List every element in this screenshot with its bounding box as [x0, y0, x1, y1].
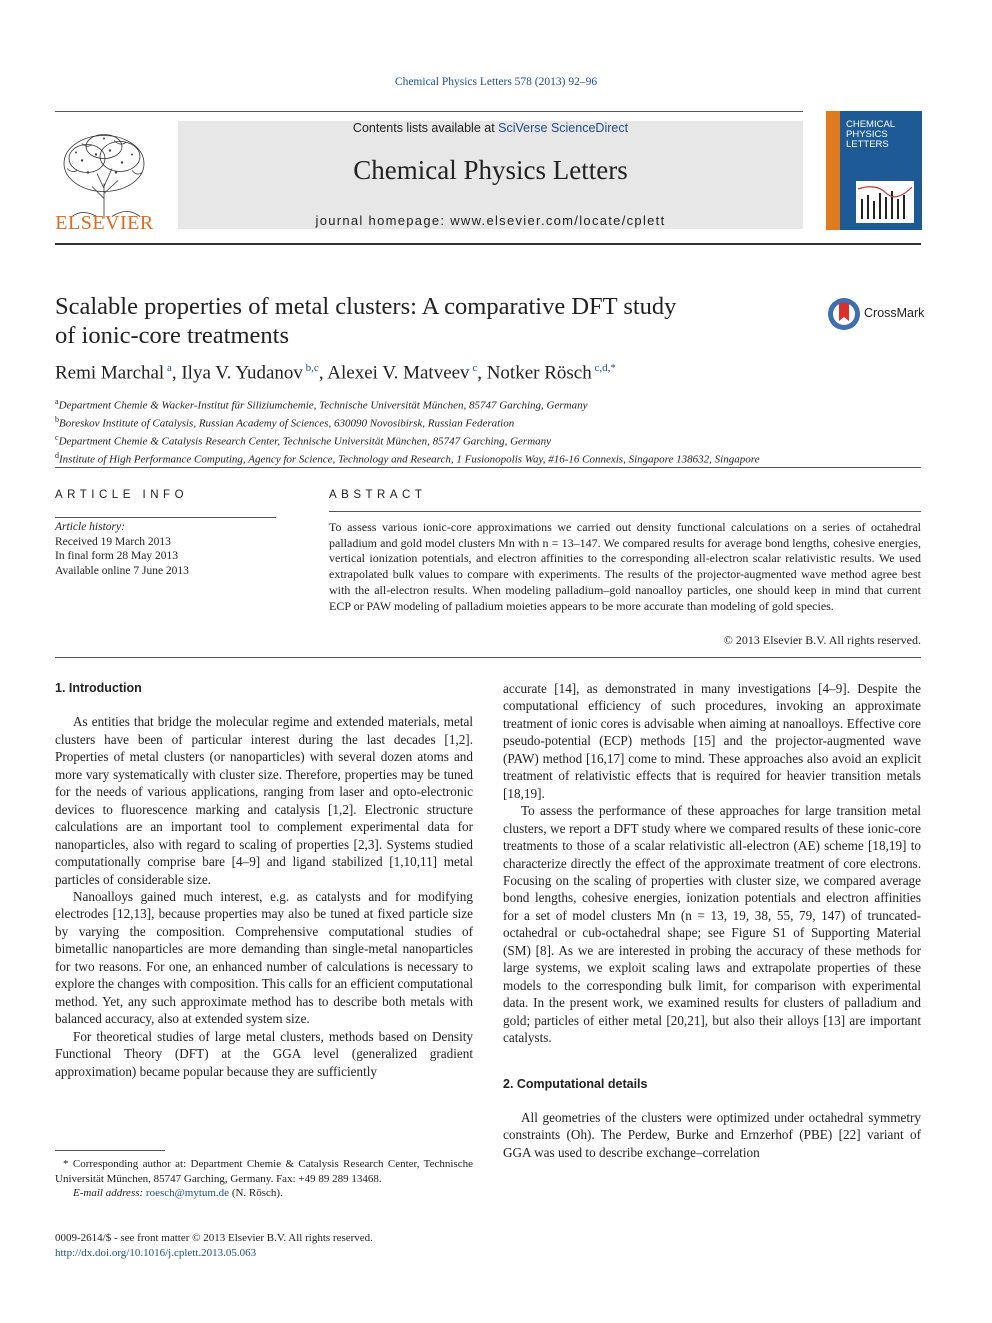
- journal-banner: [178, 121, 803, 229]
- crossmark-icon: [826, 296, 862, 332]
- cover-graphic-svg: [856, 181, 914, 223]
- cover-orange-strip: [826, 111, 840, 230]
- sciencedirect-link[interactable]: SciVerse ScienceDirect: [498, 121, 629, 135]
- journal-title: Chemical Physics Letters: [353, 155, 628, 185]
- section-heading: 2. Computational details: [503, 1076, 648, 1091]
- affiliation-list: [55, 395, 925, 468]
- article-title: [55, 292, 755, 350]
- affiliation-marker: c: [55, 433, 59, 443]
- email-link[interactable]: roesch@mytum.de: [145, 1187, 230, 1199]
- affiliation-text: Boreskov Institute of Catalysis, Russian Academy of Sciences, 630090 Novosibirsk, Russian Federation: [59, 417, 515, 430]
- affiliation-divider: [55, 467, 921, 468]
- paragraph: Nanoalloys gained much interest, e.g. as catalysts and for modifying electrodes [12,13], because properties may also be tuned at fixed particle size by varying the composition. Comprehensive computational studies of bimetallic nanoparticles are more demanding than single-metal nanoparticles for two reasons. For one, an enhanced number of calculations is necessary to explore the changes with composition. This calls for an efficient computational method. Yet, any such approximate method has to describe both metals with balanced accuracy, also at extended system size.: [55, 888, 473, 1027]
- journal-homepage: [178, 213, 803, 228]
- abstract-text: To assess various ionic-core approximations we carried out density functional calculations on a series of octahedral palladium and gold model clusters Mn with n = 13–147. We compared results for average bond lengths, cohesive energies, vertical ionization potentials, and electron affinities to the corresponding all-electron scalar relativistic results. We used extrapolated bulk values to compare with experiments. The results of the projector-augmented wave method agree best with the all-electron results. When modeling palladium–gold nanoalloy particles, one should keep in mind that current ECP or PAW modeling of palladium moieties appears to be more accurate than modeling of gold species.: [329, 520, 921, 613]
- paragraph: All geometries of the clusters were optimized under octahedral symmetry constraints (Oh). The Perdew, Burke and Ernzerhof (PBE) [22] variant of GGA was used to describe exchange–correlation: [503, 1109, 921, 1160]
- affiliation: [55, 431, 925, 449]
- right-column: [503, 680, 921, 1161]
- affiliation-marker: b: [55, 415, 59, 425]
- cover-title-line: LETTERS: [846, 139, 889, 150]
- header-top-rule: [55, 111, 803, 112]
- doi-link[interactable]: http://dx.doi.org/10.1016/j.cplett.2013.05.063: [55, 1246, 257, 1259]
- section-heading: 1. Introduction: [55, 681, 142, 695]
- footnote-rule: [55, 1150, 165, 1151]
- author-list: Remi Marchal $^a$, Ilya V. Yudanov $^{b,c}$, Alexei V. Matveev $^c$, Notker Rösch $^{c,d,*}$: [55, 362, 616, 384]
- cover-title-line: PHYSICS: [846, 129, 888, 140]
- article-history: [55, 520, 275, 578]
- author-affil-marker[interactable]: a: [166, 362, 172, 374]
- issn-line: 0009-2614/$ - see front matter © 2013 Elsevier B.V. All rights reserved.: [55, 1232, 373, 1244]
- email-suffix: (N. Rösch).: [229, 1187, 283, 1199]
- author-affil-marker[interactable]: c,d,*: [594, 362, 616, 374]
- title-line: of ionic-core treatments: [55, 322, 290, 349]
- corresponding-author-note: [55, 1157, 473, 1201]
- abstract-divider: [55, 657, 921, 658]
- crossmark-badge[interactable]: [826, 296, 926, 334]
- affiliation-text: Department Chemie & Wacker-Institut für Siliziumchemie, Technische Universität München, 85747 Garching, Germany: [58, 399, 588, 412]
- abstract-copyright: © 2013 Elsevier B.V. All rights reserved.: [723, 633, 921, 647]
- left-column: [55, 680, 473, 1080]
- crossmark-label: CrossMark: [864, 306, 925, 320]
- article-info-label: ARTICLE INFO: [55, 489, 189, 501]
- affiliation-text: Institute of High Performance Computing, Agency for Science, Technology and Research, 1 Fusionopolis Way, #16-16 Connexis, Singapore 138632, Singapore: [59, 454, 760, 467]
- elsevier-wordmark: ELSEVIER: [55, 212, 154, 234]
- history-item: In final form 28 May 2013: [55, 550, 178, 563]
- article-info-rule: [55, 517, 276, 518]
- affiliation: [55, 449, 925, 467]
- contents-prefix: Contents lists available at: [352, 121, 499, 135]
- header-bottom-rule: [55, 243, 921, 245]
- affiliation: [55, 395, 925, 413]
- history-label: Article history:: [55, 521, 125, 533]
- journal-reference[interactable]: Chemical Physics Letters 578 (2013) 92–96: [394, 76, 598, 88]
- author: Ilya V. Yudanov: [181, 362, 303, 384]
- journal-cover[interactable]: [826, 111, 922, 230]
- author-affil-marker[interactable]: b,c: [305, 362, 319, 374]
- history-item: Available online 7 June 2013: [55, 564, 189, 577]
- page-footer: [55, 1231, 473, 1260]
- affiliation-marker: a: [55, 397, 59, 406]
- paragraph: To assess the performance of these approaches for large transition metal clusters, we report a DFT study where we compared results of these ionic-core treatments to those of a scalar relativistic all-electron (AE) scheme [18,19] to characterize directly the effect of the approximate treatment of core electrons. Focusing on the scaling of properties with cluster size, we compared average bond lengths, cohesive energies, ionization potentials and electron affinities for a set of model clusters Mn (n = 13, 19, 38, 55, 79, 147) of truncated-octahedral or cub-octahedral shape; see Figure S1 of Supporting Material (SM) [8]. As we are interested in probing the accuracy of these methods for large systems, we exploit scaling laws and extrapolate properties of these models to the corresponding bulk limit, for comparison with experimental data. In the present work, we examined results for clusters of palladium and gold; particles of either metal [20,21], but also their alloys [13] are important catalysts.: [503, 803, 921, 1046]
- author: Remi Marchal: [55, 362, 165, 384]
- contents-line: [178, 121, 803, 135]
- paragraph: accurate [14], as demonstrated in many investigations [4–9]. Despite the computational efficiency of such procedures, invoking an approximate treatment of ionic cores is advisable when aiming at nanoalloys. Effective core pseudo-potential (ECP) methods [15] and the projector-augmented wave (PAW) method [16,17] come to mind. These approaches also avoid an explicit treatment of relativistic effects that is required for heavier transition metals [18,19].: [503, 681, 921, 801]
- title-line: Scalable properties of metal clusters: A comparative DFT study: [55, 293, 677, 320]
- corresponding-author-text: * Corresponding author at: Department Chemie & Catalysis Research Center, Technische Universität München, 85747 Garching, Germany. Fax: +49 89 289 13468.: [55, 1158, 473, 1185]
- history-item: Received 19 March 2013: [55, 535, 171, 548]
- cover-graphic: [856, 181, 914, 223]
- paragraph: For theoretical studies of large metal clusters, methods based on Density Functional Theory (DFT) at the GGA level (generalized gradient approximation) became popular because they are sufficiently: [55, 1028, 473, 1079]
- paragraph: As entities that bridge the molecular regime and extended materials, metal clusters have been of particular interest during the last decades [1,2]. Properties of metal clusters (or nanoparticles) with several dozen atoms and more vary systematically with cluster size. Therefore, properties may be tuned for the needs of various applications, ranging from laser and opto-electronic devices to fluorescence marking and catalysis [1,2]. Electronic structure calculations are an important tool to complement experimental data for nanoparticles, also with regard to scaling of properties [2,3]. Systems studied computationally comprise bare [4–9] and ligand stabilized [1,10,11] metal particles of considerable size.: [55, 714, 473, 887]
- affiliation-marker: d: [55, 451, 59, 461]
- author: Notker Rösch: [486, 362, 592, 384]
- abstract-label: ABSTRACT: [329, 489, 427, 501]
- cover-title-line: CHEMICAL: [846, 119, 896, 130]
- homepage-prefix: journal homepage:: [315, 213, 451, 228]
- homepage-link[interactable]: www.elsevier.com/locate/cplett: [450, 213, 666, 228]
- author-affil-marker[interactable]: c: [472, 362, 478, 374]
- author: Alexei V. Matveev: [327, 362, 470, 384]
- affiliation-text: Department Chemie & Catalysis Research Center, Technische Universität München, 85747 Garching, Germany: [58, 435, 552, 448]
- email-label: E-mail address:: [73, 1187, 146, 1199]
- affiliation: [55, 413, 925, 431]
- abstract-rule: [329, 511, 921, 512]
- cover-title: [846, 120, 895, 150]
- email-line: [55, 1186, 473, 1201]
